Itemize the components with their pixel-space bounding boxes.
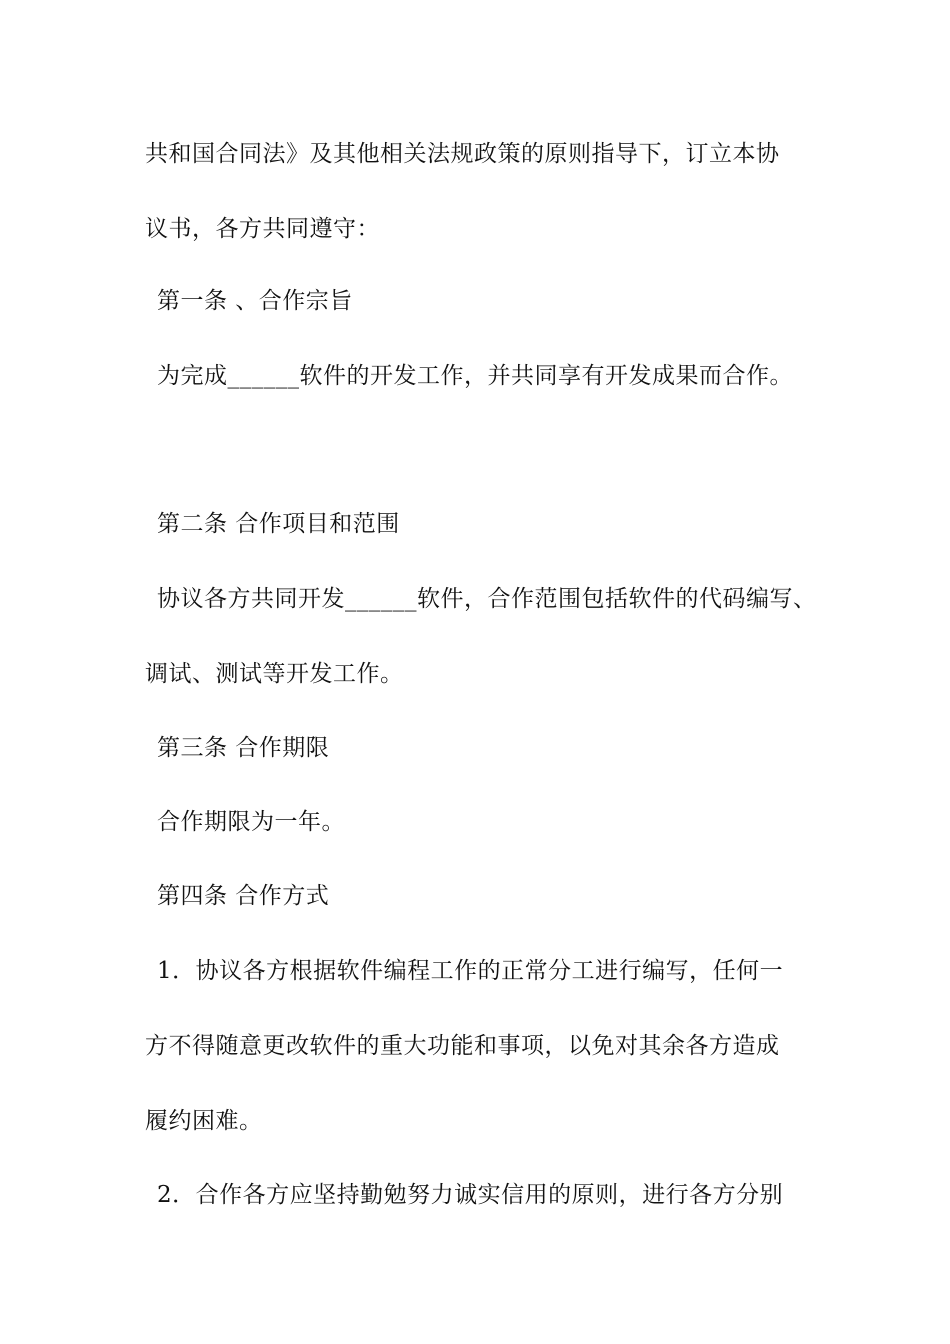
paragraph-line: 协议各方共同开发______软件，合作范围包括软件的代码编写、 (157, 586, 817, 612)
list-item-line: 1．协议各方根据软件编程工作的正常分工进行编写，任何一 (157, 958, 784, 984)
article-heading: 第三条 合作期限 (157, 735, 330, 761)
list-item-line: 2．合作各方应坚持勤勉努力诚实信用的原则，进行各方分别 (157, 1182, 784, 1208)
article-heading: 第二条 合作项目和范围 (157, 511, 400, 537)
paragraph-line: 议书，各方共同遵守： (145, 216, 380, 242)
article-heading: 第一条 、合作宗旨 (157, 288, 353, 314)
list-item-line: 履约困难。 (145, 1108, 263, 1134)
paragraph-line: 为完成______软件的开发工作，并共同享有开发成果而合作。 (157, 363, 793, 389)
list-item-line: 方不得随意更改软件的重大功能和事项，以免对其余各方造成 (145, 1033, 780, 1059)
article-heading: 第四条 合作方式 (157, 883, 330, 909)
paragraph-line: 共和国合同法》及其他相关法规政策的原则指导下，订立本协 (145, 141, 780, 167)
paragraph-line: 合作期限为一年。 (157, 809, 345, 835)
paragraph-line: 调试、测试等开发工作。 (145, 661, 404, 687)
